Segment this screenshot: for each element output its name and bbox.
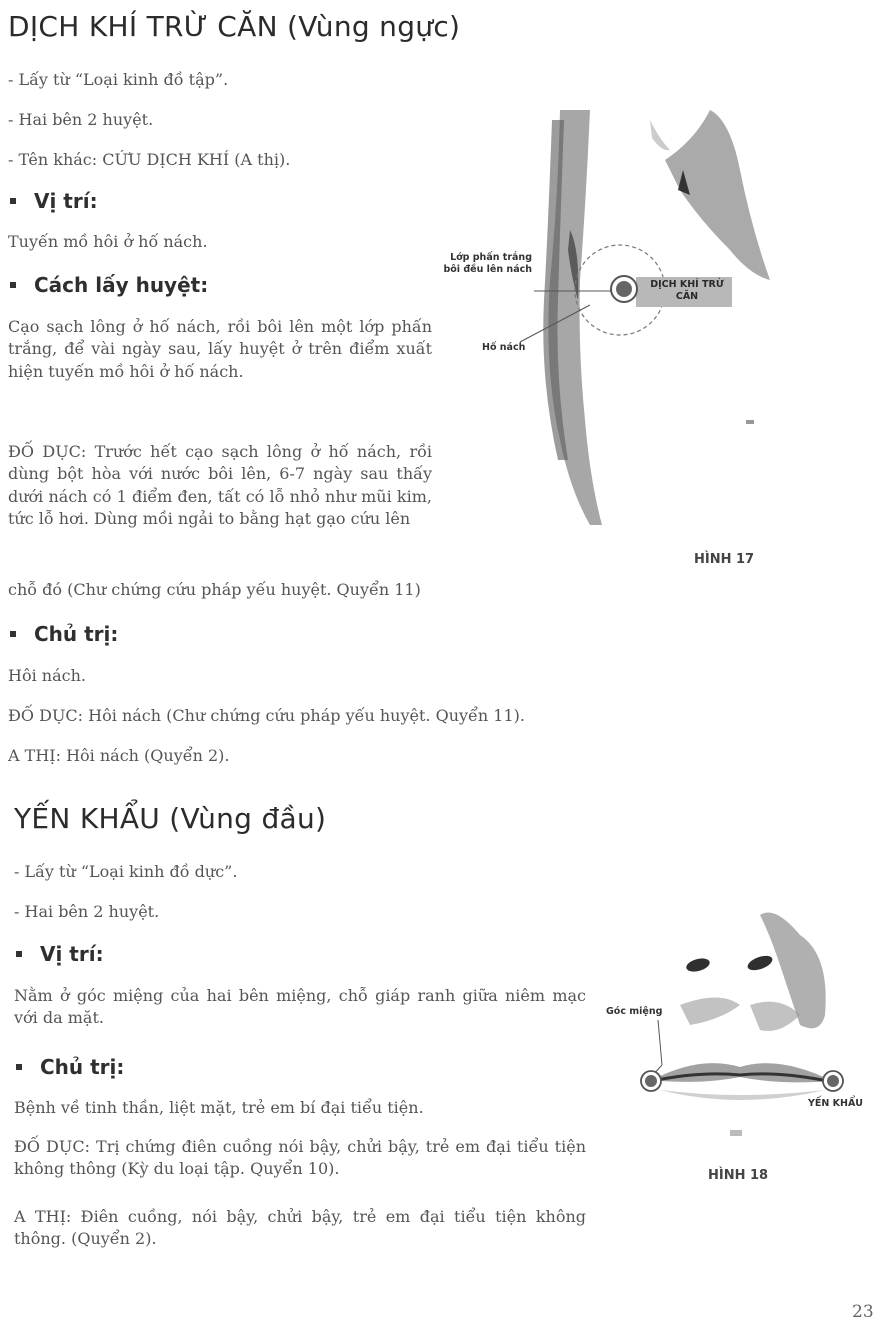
figure-17-caption: HÌNH 17: [694, 552, 755, 567]
chu-tri-line: ĐỐ DỤC: Hôi nách (Chư chứng cứu pháp yếu huyệt. Quyển 11).: [8, 706, 525, 725]
bullet-icon: [16, 951, 22, 957]
chu-tri-line: Hôi nách.: [8, 666, 86, 685]
cach-lay-huyet-text: Cạo sạch lông ở hố nách, rồi bôi lên một lớp phấn trắng, để vài ngày sau, lấy huyệt ở trên điểm xuất hiện tuyến mồ hôi ở hố nách.: [8, 317, 432, 381]
section-title-yen-khau: YẾN KHẨU (Vùng đầu): [14, 802, 327, 835]
bullet-icon: [10, 282, 16, 288]
bullet-icon: [10, 198, 16, 204]
intro-line: - Hai bên 2 huyệt.: [8, 110, 154, 129]
bullet-icon: [10, 631, 16, 637]
label-yen-khau: YẾN KHẨU: [808, 1098, 864, 1109]
figure-17: [440, 80, 800, 540]
chu-tri-line: ĐỐ DỤC: Trị chứng điên cuồng nói bậy, chửi bậy, trẻ em đại tiểu tiện không thông (Kỳ du loại tập. Quyển 10).: [14, 1137, 586, 1179]
bullet-icon: [16, 1064, 22, 1070]
label-lop-phan-trang: Lớp phấn trắng bôi đều lên nách: [443, 252, 532, 275]
vi-tri-heading: Vị trí:: [16, 942, 104, 966]
vi-tri-heading: Vị trí:: [10, 189, 98, 213]
intro-line: - Hai bên 2 huyệt.: [14, 902, 160, 921]
label-dich-khi-tru-can: DỊCH KHÍ TRỪ CĂN: [650, 279, 724, 302]
label-goc-mieng: Góc miệng: [606, 1006, 663, 1017]
intro-line: - Tên khác: CỨU DỊCH KHÍ (A thị).: [8, 150, 291, 169]
cach-lay-huyet-heading: Cách lấy huyệt:: [10, 273, 208, 297]
intro-line: - Lấy từ “Loại kinh đồ tập”.: [8, 70, 229, 89]
vi-tri-text: Nằm ở góc miệng của hai bên miệng, chỗ giáp ranh giữa niêm mạc với da mặt.: [14, 986, 586, 1028]
chu-tri-line: Bệnh về tinh thần, liệt mặt, trẻ em bí đại tiểu tiện.: [14, 1098, 424, 1117]
chu-tri-heading: Chủ trị:: [10, 622, 118, 646]
do-duc-text: ĐỐ DỤC: Trước hết cạo sạch lông ở hố nách, rồi dùng bột hòa với nước bôi lên, 6-7 ngày sau thấy dưới nách có 1 điểm đen, tất có lỗ nhỏ như mũi kim, tức lỗ hơi. Dùng mồi ngải to bằng hạt gạo cứu lên: [8, 442, 432, 528]
section-title-dich-khi-tru-can: DỊCH KHÍ TRỪ CĂN (Vùng ngực): [8, 10, 461, 43]
page-number: 23: [852, 1302, 874, 1322]
armpit-illustration: [440, 80, 800, 540]
do-duc-source: chỗ đó (Chư chứng cứu pháp yếu huyệt. Quyển 11): [8, 580, 421, 599]
chu-tri-line: A THỊ: Hôi nách (Quyển 2).: [8, 746, 230, 765]
figure-18: [600, 895, 880, 1145]
vi-tri-text: Tuyến mồ hôi ở hố nách.: [8, 232, 208, 251]
intro-line: - Lấy từ “Loại kinh đồ dực”.: [14, 862, 238, 881]
chu-tri-heading: Chủ trị:: [16, 1055, 124, 1079]
figure-18-caption: HÌNH 18: [708, 1168, 769, 1183]
label-ho-nach: Hố nách: [482, 342, 526, 353]
chu-tri-line: A THỊ: Điên cuồng, nói bậy, chửi bậy, trẻ em đại tiểu tiện không thông. (Quyển 2).: [14, 1207, 586, 1249]
